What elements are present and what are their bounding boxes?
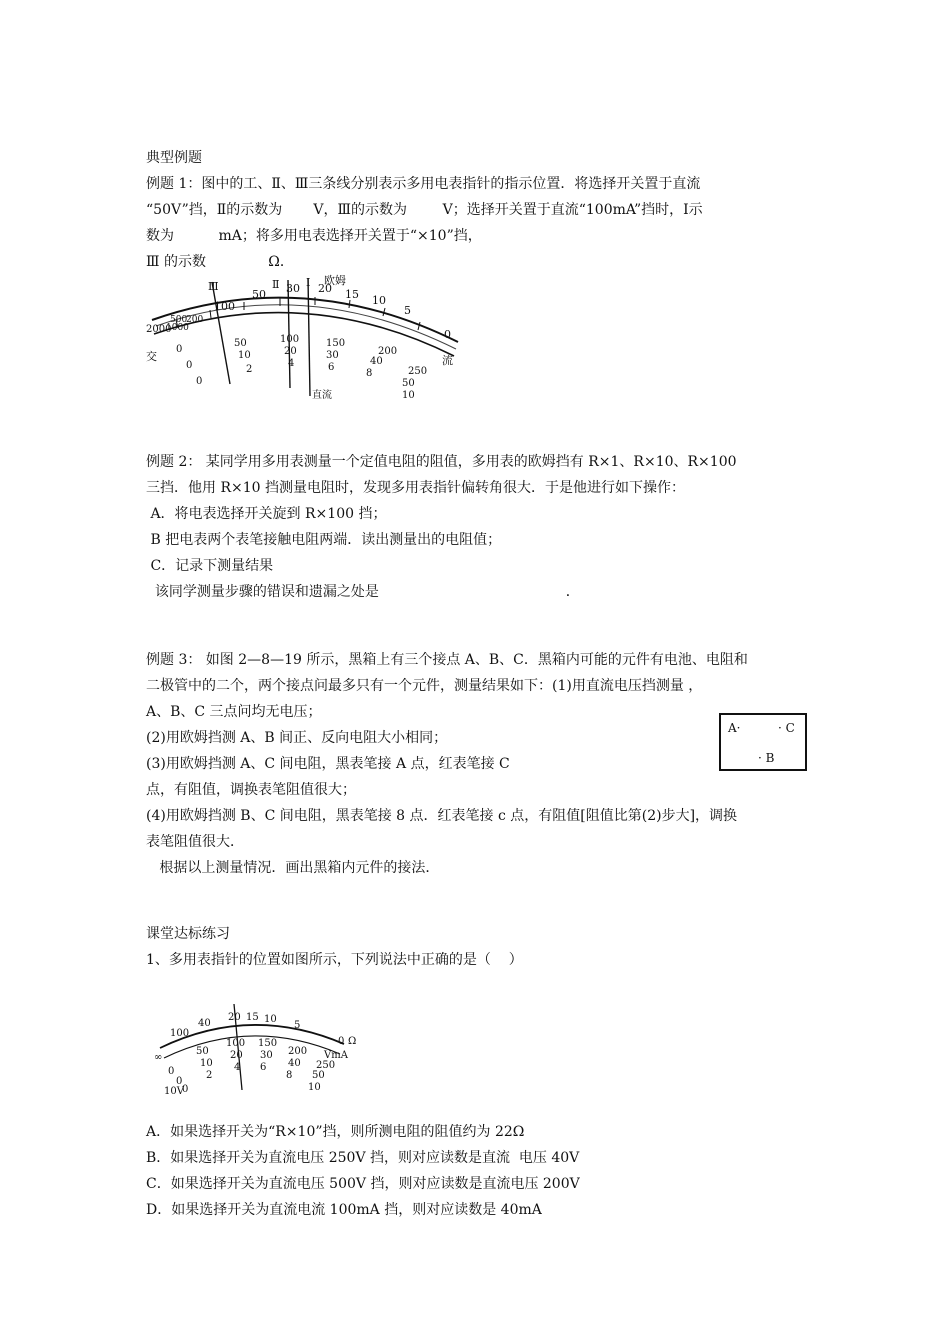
- scale-b-40: 40: [288, 1058, 301, 1069]
- question1-stem: 1、多用表指针的位置如图所示，下列说法中正确的是（ ）: [146, 952, 523, 968]
- scale-c-0: 0: [196, 376, 203, 387]
- scale-c-4: 4: [288, 358, 295, 369]
- right-label: 流: [442, 354, 453, 367]
- scale-b-50: 50: [402, 378, 415, 389]
- example1-line4: Ⅲ 的示数 Ω．: [146, 254, 294, 270]
- scale-b-10: 10: [200, 1058, 213, 1069]
- ohm-tick-15: 15: [345, 288, 359, 301]
- example3-line3: A、B、C 三点问均无电压；: [146, 704, 322, 720]
- scale-c-4: 4: [234, 1062, 241, 1073]
- scale-b-20: 20: [230, 1050, 243, 1061]
- example1-line1: 例题 1：图中的工、Ⅱ、Ⅲ三条线分别表示多用电表指针的指示位置．将选择开关置于直流: [146, 176, 701, 192]
- ohm-tick-20: 20: [318, 282, 332, 295]
- bottom-label: 10V: [164, 1086, 184, 1096]
- ohm-tick-5: 5: [404, 304, 411, 317]
- option-c: C．如果选择开关为直流电压 500V 挡，则对应读数是直流电压 200V: [146, 1176, 580, 1192]
- example2-line4: B 把电表两个表笔接触电阻两端．读出测量出的电阻值；: [146, 532, 502, 548]
- scale-c-2: 2: [246, 364, 253, 375]
- example1-line3: 数为 mA；将多用电表选择开关置于“×10”挡，: [146, 228, 482, 244]
- black-box: [718, 712, 810, 774]
- scale-b-20: 20: [284, 346, 297, 357]
- ohm-tick-100: 100: [170, 1028, 190, 1039]
- example2-line1: 例题 2： 某同学用多用表测量一个定值电阻的阻值，多用表的欧姆挡有 R×1、R×10、R×100: [146, 454, 737, 470]
- terminal-b: · B: [758, 751, 775, 765]
- ohm-tick-15: 15: [246, 1012, 259, 1023]
- section-title-examples: 典型例题: [146, 150, 202, 166]
- unit-label: VmA: [324, 1050, 348, 1061]
- ohm-tick-0: 0: [338, 1036, 345, 1047]
- scale-a-50: 50: [234, 338, 247, 349]
- terminal-a: A·: [728, 721, 741, 735]
- example3-line4: (2)用欧姆挡测 A、B 间正、反向电阻大小相同；: [146, 730, 448, 746]
- example2-line2: 三挡．他用 R×10 挡测量电阻时，发现多用表指针偏转角很大．于是他进行如下操作：: [146, 480, 685, 496]
- scale-c-10: 10: [308, 1082, 321, 1093]
- scale-a-0: 0: [176, 344, 183, 355]
- pointer-label-i: Ⅰ: [306, 276, 311, 289]
- ohm-unit: Ω: [348, 1036, 357, 1047]
- example3-line1: 例题 3： 如图 2—8—19 所示，黑箱上有三个接点 A、B、C．黑箱内可能的元件有电池、电阻和: [146, 652, 748, 668]
- example2-line6: 该同学测量步骤的错误和遗漏之处是 ．: [146, 584, 580, 600]
- ohm-tick-50: 50: [252, 288, 266, 301]
- ohm-tick-500: 500: [170, 315, 188, 325]
- scale-a-100: 100: [226, 1038, 246, 1049]
- multimeter-dial-1: [140, 272, 470, 412]
- example3-line6: 点，有阻值，调换表笔阻值很大；: [146, 782, 356, 798]
- example2-line5: C．记录下测量结果: [146, 558, 274, 574]
- scale-c-8: 8: [286, 1070, 293, 1081]
- ohm-tick-30: 30: [286, 282, 300, 295]
- scale-c-10: 10: [402, 390, 415, 401]
- ohm-tick-10: 10: [372, 294, 386, 307]
- example1-line2: “50V”挡，Ⅱ的示数为 V，Ⅲ的示数为 V；选择开关置于直流“100mA”挡时，Ⅰ示: [146, 202, 703, 218]
- multimeter-dial-figure-2: [146, 996, 366, 1100]
- scale-a-150: 150: [326, 338, 346, 349]
- scale-b-0: 0: [176, 1076, 183, 1087]
- black-box-figure: [718, 712, 810, 778]
- scale-c-6: 6: [328, 362, 335, 373]
- scale-b-10: 10: [238, 350, 251, 361]
- ohm-tick-10: 10: [264, 1014, 277, 1025]
- scale-a-250: 250: [408, 366, 428, 377]
- option-b: B．如果选择开关为直流电压 250V 挡，则对应读数是直流 电压 40V: [146, 1150, 580, 1166]
- scale-a-150: 150: [258, 1038, 278, 1049]
- scale-b-0: 0: [186, 360, 193, 371]
- example3-line5: (3)用欧姆挡测 A、C 间电阻，黑表笔接 A 点，红表笔接 C: [146, 756, 510, 772]
- scale-b-30: 30: [326, 350, 339, 361]
- ohm-tick-100: 100: [214, 300, 235, 313]
- option-d: D．如果选择开关为直流电流 100mA 挡，则对应读数是 40mA: [146, 1202, 542, 1218]
- example3-line2: 二极管中的二个，两个接点问最多只有一个元件，测量结果如下：(1)用直流电压挡测量 ，: [146, 678, 703, 694]
- scale-c-6: 6: [260, 1062, 267, 1073]
- scale-b-50: 50: [312, 1070, 325, 1081]
- scale-c-2: 2: [206, 1070, 213, 1081]
- scale-b-30: 30: [260, 1050, 273, 1061]
- ohm-tick-40: 40: [198, 1018, 211, 1029]
- ohm-tick-200: 200: [186, 315, 204, 325]
- scale-b-40: 40: [370, 356, 383, 367]
- ohm-label: 欧姆: [324, 274, 346, 287]
- section-title-exercises: 课堂达标练习: [146, 926, 230, 942]
- left-label: 交: [146, 350, 157, 363]
- bottom-label: 直流: [312, 390, 332, 401]
- scale-a-200: 200: [378, 346, 398, 357]
- pointer-label-ii: Ⅱ: [272, 278, 280, 291]
- example2-line3: A．将电表选择开关旋到 R×100 挡；: [146, 506, 387, 522]
- pointer-label-iii: Ⅲ: [208, 280, 219, 293]
- scale-a-0: 0: [168, 1066, 175, 1077]
- scale-a-50: 50: [196, 1046, 209, 1057]
- multimeter-dial-figure-1: [140, 272, 470, 416]
- ohm-tick-infinity: ∞: [154, 1052, 163, 1063]
- ohm-tick-1000: 1000: [166, 323, 189, 333]
- scale-c-8: 8: [366, 368, 373, 379]
- example3-line8: 表笔阻值很大．: [146, 834, 244, 850]
- ohm-tick-0: 0: [444, 328, 451, 341]
- example3-line9: 根据以上测量情况．画出黑箱内元件的接法．: [146, 860, 440, 876]
- multimeter-dial-2: [146, 996, 366, 1096]
- option-a: A．如果选择开关为“R×10”挡，则所测电阻的阻值约为 22Ω: [146, 1124, 525, 1140]
- ohm-tick-2000: 2000: [146, 324, 172, 335]
- scale-a-100: 100: [280, 334, 300, 345]
- ohm-tick-5: 5: [294, 1020, 301, 1031]
- terminal-c: · C: [778, 721, 795, 735]
- scale-c-0: 0: [182, 1084, 189, 1095]
- scale-a-200: 200: [288, 1046, 308, 1057]
- scale-a-250: 250: [316, 1060, 336, 1071]
- ohm-tick-20: 20: [228, 1012, 241, 1023]
- example3-line7: (4)用欧姆挡测 B、C 间电阻，黑表笔接 8 点．红表笔接 c 点，有阻值[阻值比第(2)步大]，调换: [146, 808, 738, 824]
